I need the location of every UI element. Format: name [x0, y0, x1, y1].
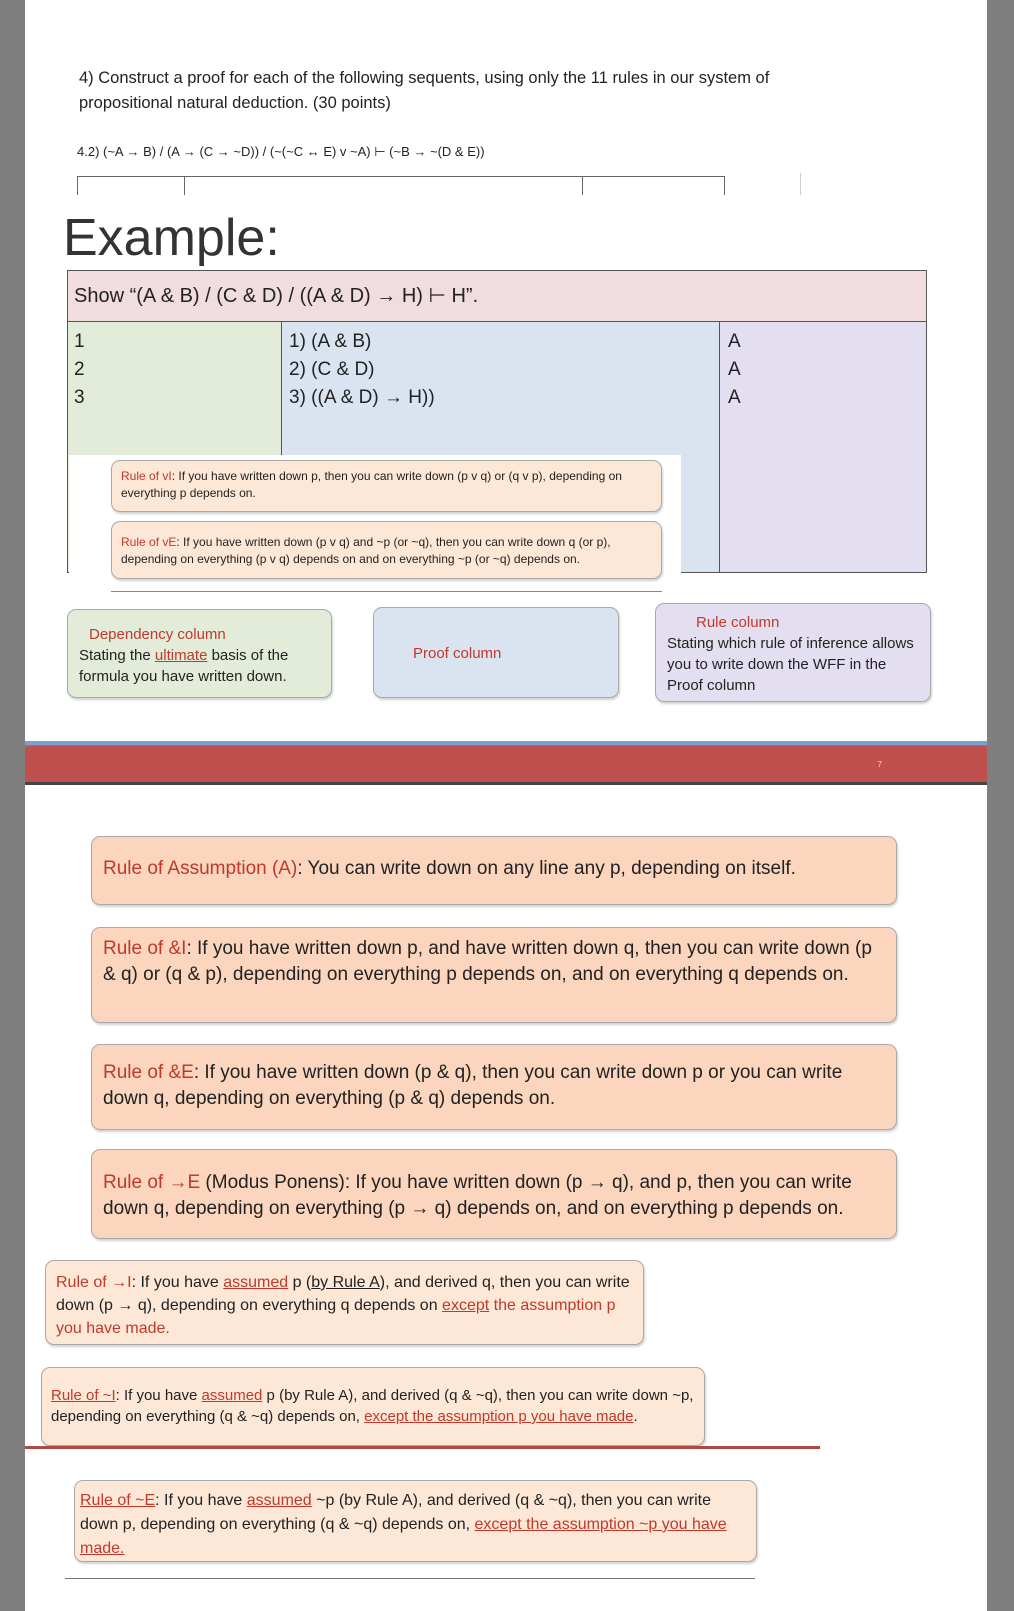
rule-arrow-e-text: (Modus Ponens): If you have written down (p → q), and p, then you can write down q, depending on everything (p → q) depends on, and on everything p depends on.: [103, 1172, 852, 1219]
rule-neg-e-box: Rule of ~E: If you have assumed ~p (by Rule A), and derived (q & ~q), then you can write down p, depending on everything (q & ~q) depends on, except the assumption ~p you have made.: [74, 1480, 757, 1562]
rule-line: A: [728, 359, 741, 380]
lower-page: [25, 785, 987, 1611]
show-text: Show “(A & B) / (C & D) / ((A & D) → H) ⊢ H”.: [74, 285, 479, 307]
rule-legend-title: Rule column: [696, 614, 780, 631]
proof-line: 2) (C & D): [289, 359, 375, 380]
rule-arrow-e-name: Rule of →E: [103, 1172, 201, 1193]
proof-line: 1) (A & B): [289, 331, 372, 352]
slide-divider: [25, 741, 987, 745]
rule-neg-i-box: Rule of ~I: If you have assumed p (by Rule A), and derived (q & ~q), then you can write down ~p, depending on everything (q & ~q) depends on, except the assumption p you have made.: [41, 1367, 705, 1446]
rule-and-e-name: Rule of &E: [103, 1062, 194, 1083]
rule-line: A: [728, 331, 741, 352]
proof-line: 3) ((A & D) → H)): [289, 387, 435, 408]
rule-ve-name: Rule of vE: [121, 535, 177, 549]
answer-table-top: [77, 176, 725, 195]
rule-and-e-box: [91, 1044, 897, 1130]
red-band: [25, 746, 987, 785]
rule-and-i-text: : If you have written down p, and have written down q, then you can write down (p & q) or (q & p), depending on everything p depends on, and on everything q depends on.: [103, 938, 872, 985]
rule-ve-box: [111, 521, 662, 579]
question-sequent: 4.2) (~A → B) / (A → (C → ~D)) / (~(~C ↔ E) v ~A) ⊢ (~B → ~(D & E)): [77, 144, 485, 159]
dependency-legend: [67, 609, 332, 698]
rule-vi-text: : If you have written down p, then you can write down (p v q) or (q v p), depending on everything p depends on.: [121, 469, 622, 500]
rule-neg-i-name: Rule of ~I: [51, 1387, 116, 1404]
rule-assumption-name: Rule of Assumption (A): [103, 858, 298, 879]
example-title: Example:: [63, 209, 280, 267]
slide-number: 7: [877, 760, 882, 769]
question-heading: 4) Construct a proof for each of the following sequents, using only the 11 rules in our system of propositional natural deduction. (30 points): [79, 69, 770, 112]
rule-legend: [655, 603, 931, 702]
dependency-line: 1: [74, 331, 85, 352]
rule-ve-text: : If you have written down (p v q) and ~p (or ~q), then you can write down q (or p), depending on everything (p v q) depends on and on everything ~p (or ~q) depends on.: [121, 535, 611, 566]
dependency-legend-title: Dependency column: [89, 626, 226, 643]
rule-and-e-text: : If you have written down (p & q), then you can write down p or you can write down q, depending on everything (p & q) depends on.: [103, 1062, 843, 1109]
rule-arrow-i-name: Rule of →I: [56, 1274, 132, 1291]
upper-page: [25, 0, 987, 742]
rule-line: A: [728, 387, 741, 408]
rule-arrow-e-box: [91, 1149, 897, 1239]
dependency-legend-text: Stating the ultimate basis of the formula you have written down.: [79, 647, 289, 685]
rule-arrow-i-box: Rule of →I: If you have assumed p (by Rule A), and derived q, then you can write down (p → q), depending on everything q depends on except the assumption p you have made.: [45, 1260, 644, 1345]
rule-assumption-text: : You can write down on any line any p, depending on itself.: [297, 858, 796, 879]
proof-legend-title: Proof column: [413, 645, 502, 662]
rule-assumption-box: [91, 836, 897, 905]
rule-legend-text: Stating which rule of inference allows you to write down the WFF in the Proof column: [667, 635, 914, 694]
rule-column: [719, 321, 927, 573]
dependency-line: 2: [74, 359, 85, 380]
rule-and-i-box: [91, 927, 897, 1023]
rule-and-i-name: Rule of &I: [103, 938, 187, 959]
rule-neg-e-name: Rule of ~E: [80, 1492, 156, 1509]
show-row: [67, 270, 927, 322]
rule-vi-box: [111, 460, 662, 512]
rule-divider: [25, 1446, 820, 1449]
dependency-line: 3: [74, 387, 85, 408]
rule-vi-name: Rule of vI: [121, 469, 172, 483]
proof-legend: [373, 607, 619, 698]
